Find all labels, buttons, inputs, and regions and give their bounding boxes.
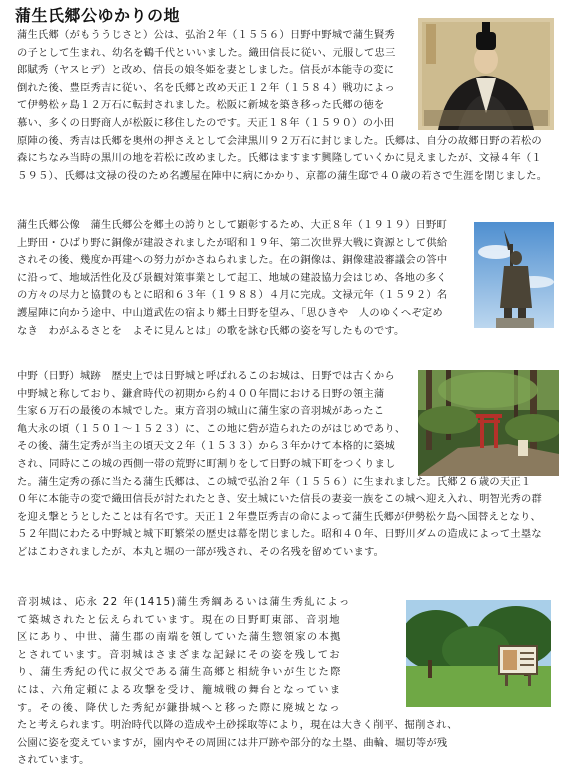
text-line: その後、蒲生定秀が当主の頃天文２年（１５３３）から３年かけて本格的に築城 [17,440,395,453]
text-line: 慕い、多くの日野商人が松阪に移住したのです。天正１８年（１５９０）の小田 [17,116,395,129]
text-line: たと考えられます。明治時代以降の造成や土砂採取等により，現在は大きく削平、掘削され、 [17,719,458,732]
text-line: に沿って、地域活性化及び景観対策事業として起工、地域の建設協力会はじめ、各地の多く [17,271,447,284]
text-line: た。蒲生定秀の孫に当たる蒲生氏郷は、この城で弘治２年（１５５６）に生まれました。氏郷２６歳の天正１ [17,475,532,488]
text-line: ５９５）、氏郷は文禄の役のため名護屋在陣中に病にかかり、京都の蒲生邸で４０歳の若さで生涯を閉じました。 [17,169,548,182]
text-line: 中野（日野）城跡 歴史上では日野城と呼ばれるこのお城は、日野では古くから [17,370,395,382]
text-line: 護屋陣に向かう途中、中山道武佐の宿より郷土日野を望み、「思ひきや 人のゆくへぞ定め [17,306,443,319]
text-line: されています。 [17,754,90,767]
text-line: て築城されたと伝えられています。現在の日野町東部、音羽地 [17,613,341,626]
text-line: の子として生まれ、幼名を鶴千代といいました。織田信長に従い、元服して忠三 [17,46,396,59]
text-line: ０年に本能寺の変で織田信長が討たれたとき、安土城にいた信長の妻妾一族をこの城へ迎え入れ、明智光秀の群 [17,493,543,506]
otowa-park-image [406,600,551,707]
page-title: 蒲生氏郷公ゆかりの地 [15,6,181,25]
text-line: 蒲生氏郷公像 蒲生氏郷公を郷土の誇りとして顕彰するため、大正８年（１９１９）日野町 [17,219,447,231]
text-line: 音羽城は、応永 22 年(1415)蒲生秀綱あるいは蒲生秀糺によっ [17,596,351,608]
text-line: 上野田・ひばり野に銅像が建設されましたが昭和１９年、第二次世界大戦に資源として供給 [17,236,448,249]
bronze-statue-image [474,222,554,328]
text-line: どはこわされましたが、本丸と堀の一部が残され、その名残を留めています。 [17,545,385,558]
text-line: の方々の尽力と協賛のもとに昭和６３年（１９８８）４月に完成。文禄元年（１５９２）名 [17,289,448,302]
text-line: て伊勢松ヶ島１２万石に転封されました。松阪に新城を築き移った氏郷の徳を [17,99,385,112]
section-statue [17,217,447,340]
text-line: には、六角定頼による攻撃を受け、籠城戦の舞台となっていま [17,683,342,696]
text-line: 中野城と称しており、鎌倉時代の初期から約４００年間における日野の領主蒲 [17,387,385,400]
text-line: なき わがふるさとを よそに見んとは」の歌を詠む氏郷の姿を写したものです。 [17,324,405,337]
text-line: ５２年間にわたる中野城と城下町繁栄の歴史は幕を閉じました。昭和４０年、日野川ダムの造成によって土塁な [17,528,542,541]
text-line: 生家６万石の最後の本城でした。東方音羽の城山に蒲生家の音羽城があったこ [17,405,385,418]
text-line: 倒れた後、豊臣秀吉に従い、名を氏郷と改め天正１２年（１５８４）戦功によっ [17,81,395,94]
portrait-painting-image [418,18,554,130]
text-line: り、蒲生秀紀の代に叔父である蒲生高郷と相続争いが生じた際 [17,666,342,679]
text-line: を迎え撃とうとしたことは有名です。天正１２年豊臣秀吉の命によって蒲生氏郷が伊勢松ケ島へ国替えとなり、 [17,510,542,523]
text-line: とされています。音羽城はさまざまな記録にその姿を残してお [17,648,341,661]
text-line: す。その後、降伏した秀紀が鎌掛城へと移った際に廃城となっ [17,701,341,714]
text-line: 公園に姿を変えていますが，園内やその周囲には井戸跡や部分的な土塁、曲輪、堀切等が残 [17,736,448,749]
text-line: 原陣の後、秀吉は氏郷を奥州の押さえとして会津黒川９２万石に封じました。氏郷は、自分の故郷日野の若松の [17,134,542,147]
castle-ruins-image [418,370,559,476]
text-line: 郎賦秀（ヤスヒデ）と改め、信長の娘冬姫を妻としました。信長が本能寺の変に [17,64,395,77]
text-line: されその後、幾度か再建への努力がかさねられました。在の銅像は、銅像建設審議会の答中 [17,254,448,267]
text-line: 区にあり、中世、蒲生郡の南端を領していた蒲生惣領家の本拠 [17,631,342,644]
text-line: され、同時にこの城の西側一帯の荒野に町割りをして日野の城下町をつくりまし [17,457,396,470]
text-line: 森にちなみ当時の黒川の地を若松に改めました。氏郷はますます興隆していくかに見えましたが、文禄４年（１ [17,152,542,165]
section-otowa-castle [17,594,458,770]
text-line: 亀大永の頃（１５０１～１５２３）に、この地に砦が造られたのがはじめであり、 [17,422,406,435]
text-line: 蒲生氏郷（がもううじさと）公は、弘治２年（１５５６）日野中野城で蒲生賢秀 [17,29,395,41]
